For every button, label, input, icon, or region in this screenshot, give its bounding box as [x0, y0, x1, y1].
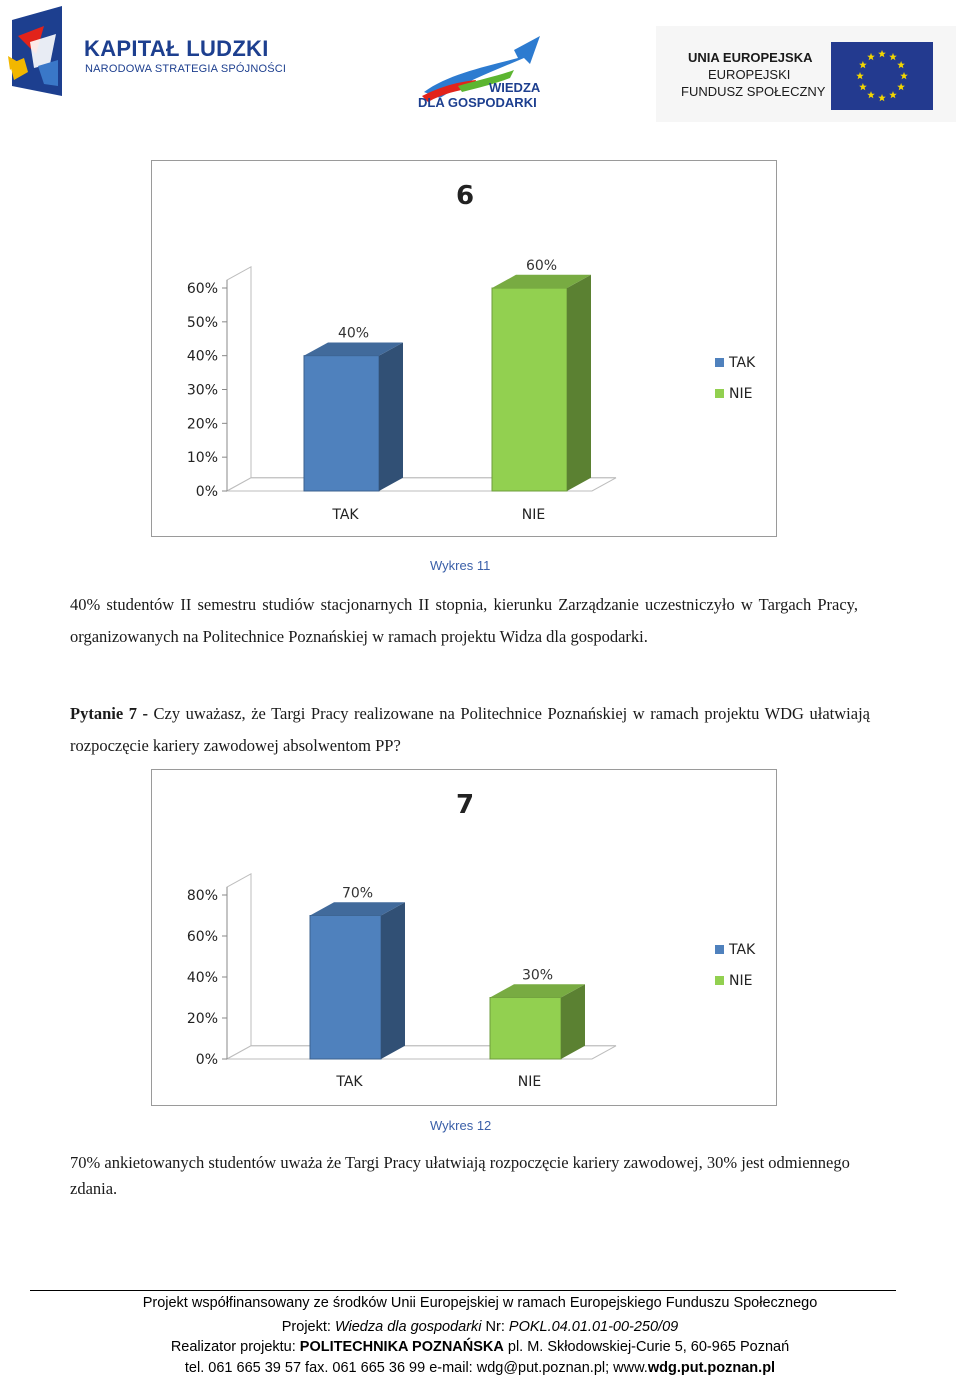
eu-name: UNIA EUROPEJSKA	[688, 50, 813, 65]
question-7-label: Pytanie 7 -	[70, 704, 148, 723]
data-label: 30%	[521, 967, 554, 984]
chart-side-wall	[227, 874, 251, 1059]
chart-side-wall	[227, 267, 251, 491]
bar-side-nie	[567, 275, 591, 491]
paragraph-summary-chart-7: 70% ankietowanych studentów uważa że Targi Pracy ułatwiają rozpoczęcie kariery zawodowej, 30% jest odmiennego zdania.	[70, 1153, 850, 1198]
legend-label: NIE	[729, 386, 753, 402]
footer-line-contact	[0, 1360, 960, 1376]
y-tick-label: 80%	[186, 888, 218, 904]
legend-label: TAK	[729, 355, 756, 371]
y-tick-label: 50%	[186, 314, 218, 331]
bar-tak	[304, 356, 379, 491]
y-tick-label: 10%	[186, 450, 218, 467]
footer-line-realizator	[0, 1339, 960, 1355]
y-tick-label: 20%	[186, 416, 218, 433]
footer-divider	[30, 1290, 896, 1291]
legend-swatch	[715, 389, 724, 398]
bar-nie	[492, 288, 567, 491]
chart-title: 7	[455, 790, 475, 820]
legend-label: NIE	[729, 973, 753, 989]
eu-flag-icon	[831, 42, 933, 110]
footer-project-prefix: Projekt:	[281, 1319, 335, 1335]
chart-7	[151, 769, 777, 1106]
y-tick-label: 60%	[186, 281, 218, 297]
chart-6-svg	[152, 161, 778, 538]
data-label: 60%	[525, 257, 558, 274]
x-category-label: TAK	[336, 1074, 363, 1090]
wiedza-subtitle: DLA GOSPODARKI	[418, 95, 537, 110]
footer-address: pl. M. Skłodowskiej-Curie 5, 60-965 Poznań	[503, 1339, 790, 1355]
x-category-label: NIE	[517, 1074, 542, 1090]
y-tick-label: 0%	[195, 1052, 218, 1068]
legend-swatch	[715, 976, 724, 985]
bar-tak	[310, 916, 381, 1060]
wiedza-title: WIEDZA	[489, 80, 541, 95]
footer-website-link[interactable]: wdg.put.poznan.pl	[647, 1360, 776, 1376]
y-tick-label: 60%	[186, 929, 218, 945]
x-category-label: TAK	[332, 507, 359, 523]
footer-project-nr: POKL.04.01.01-00-250/09	[508, 1319, 679, 1335]
paragraph-summary-chart-6: 40% studentów II semestru studiów stacjonarnych II stopnia, kierunku Zarządzanie uczestniczyło w Targach Pracy, organizowanych na Politechnice Poznańskiej w ramach projektu Widza dla gospodarki.	[70, 595, 858, 646]
efs-line1: EUROPEJSKI	[708, 67, 791, 82]
y-tick-label: 0%	[195, 484, 218, 500]
legend-label: TAK	[729, 942, 756, 958]
legend-swatch	[715, 358, 724, 367]
question-7-text: Czy uważasz, że Targi Pracy realizowane na Politechnice Poznańskiej w ramach projektu WDG ułatwiają rozpoczęcie kariery zawodowej absolwentom PP?	[70, 704, 870, 755]
kapital-ludzki-subtitle: NARODOWA STRATEGIA SPÓJNOŚCI	[85, 63, 287, 75]
bar-side-tak	[379, 342, 403, 491]
footer-project-name: Wiedza dla gospodarki	[334, 1319, 482, 1335]
footer-realizator-name: POLITECHNIKA POZNAŃSKA	[299, 1339, 504, 1355]
footer-contact: tel. 061 665 39 57 fax. 061 665 36 99 e-mail: wdg@put.poznan.pl; www.	[184, 1360, 648, 1376]
bar-nie	[490, 998, 561, 1060]
footer-line-project	[0, 1319, 960, 1335]
y-tick-label: 20%	[186, 1011, 218, 1027]
y-tick-label: 40%	[186, 970, 218, 986]
footer-realizator-prefix: Realizator projektu:	[170, 1339, 300, 1355]
legend-swatch	[715, 945, 724, 954]
y-tick-label: 30%	[186, 382, 218, 399]
efs-line2: FUNDUSZ SPOŁECZNY	[681, 84, 826, 99]
footer-line-cofinancing: Projekt współfinansowany ze środków Unii Europejskiej w ramach Europejskiego Funduszu Społecznego	[142, 1295, 818, 1311]
question-7	[70, 698, 870, 762]
chart-7-caption: Wykres 12	[430, 1118, 492, 1133]
chart-7-svg	[152, 770, 778, 1107]
chart-6-caption: Wykres 11	[430, 558, 491, 573]
y-tick-label: 40%	[186, 348, 218, 365]
bar-side-tak	[381, 902, 405, 1059]
footer-project-nr-label: Nr:	[481, 1319, 509, 1335]
chart-title: 6	[455, 181, 475, 211]
data-label: 40%	[337, 325, 370, 342]
kapital-ludzki-title: KAPITAŁ LUDZKI	[84, 36, 269, 61]
chart-6	[151, 160, 777, 537]
data-label: 70%	[341, 885, 374, 902]
x-category-label: NIE	[521, 507, 546, 523]
